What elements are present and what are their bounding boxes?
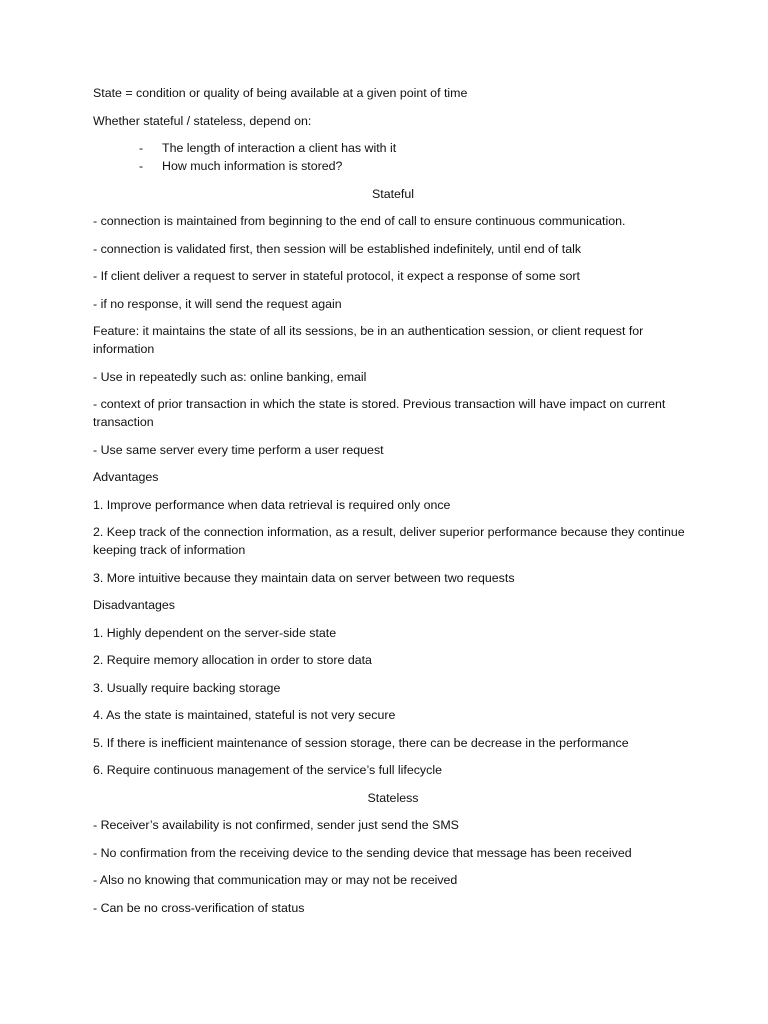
advantage-item: 3. More intuitive because they maintain data on server between two requests (93, 570, 515, 585)
dash-bullet-icon: - (139, 141, 144, 155)
disadvantage-item: 2. Require memory allocation in order to store data (93, 653, 372, 667)
dependency-intro: Whether stateful / stateless, depend on: (93, 113, 312, 128)
advantage-item: 1. Improve performance when data retrieval is required only once (93, 497, 451, 512)
stateful-point: - if no response, it will send the request again (93, 296, 342, 311)
disadvantages-heading: Disadvantages (93, 598, 175, 612)
list-item-text: The length of interaction a client has with it (162, 141, 397, 155)
stateful-point: - If client deliver a request to server in stateful protocol, it expect a response of some sort (93, 269, 580, 283)
state-definition: State = condition or quality of being available at a given point of time (93, 86, 468, 100)
list-item (93, 139, 693, 157)
disadvantage-item: 3. Usually require backing storage (93, 680, 281, 695)
stateful-point: - connection is maintained from beginning to the end of call to ensure continuous communication. (93, 214, 626, 228)
document-body (93, 84, 693, 926)
stateless-point: - Can be no cross-verification of status (93, 900, 305, 915)
stateless-point: - Also no knowing that communication may or may not be received (93, 873, 458, 887)
disadvantage-item: 4. As the state is maintained, stateful is not very secure (93, 708, 396, 722)
stateless-point: - No confirmation from the receiving device to the sending device that message has been received (93, 845, 632, 860)
stateless-heading: Stateless (367, 790, 419, 805)
advantages-heading: Advantages (93, 470, 159, 484)
stateful-point: - Use in repeatedly such as: online banking, email (93, 369, 367, 384)
stateful-point: - Use same server every time perform a user request (93, 442, 384, 457)
list-item (93, 157, 693, 175)
stateful-point: - context of prior transaction in which the state is stored. Previous transaction will have impact on current transaction (93, 397, 666, 429)
dependency-list (93, 139, 693, 175)
advantage-item: 2. Keep track of the connection information, as a result, deliver superior performance because they continue keeping track of information (93, 525, 685, 557)
dash-bullet-icon: - (139, 159, 144, 173)
disadvantage-item: 6. Require continuous management of the service’s full lifecycle (93, 763, 442, 777)
disadvantage-item: 5. If there is inefficient maintenance of session storage, there can be decrease in the performance (93, 735, 629, 750)
stateful-feature: Feature: it maintains the state of all its sessions, be in an authentication session, or client request for information (93, 324, 644, 356)
list-item-text: How much information is stored? (162, 159, 343, 173)
stateless-point: - Receiver’s availability is not confirmed, sender just send the SMS (93, 818, 459, 832)
disadvantage-item: 1. Highly dependent on the server-side state (93, 625, 337, 640)
stateful-point: - connection is validated first, then session will be established indefinitely, until end of talk (93, 241, 582, 256)
stateful-heading: Stateful (371, 186, 415, 201)
